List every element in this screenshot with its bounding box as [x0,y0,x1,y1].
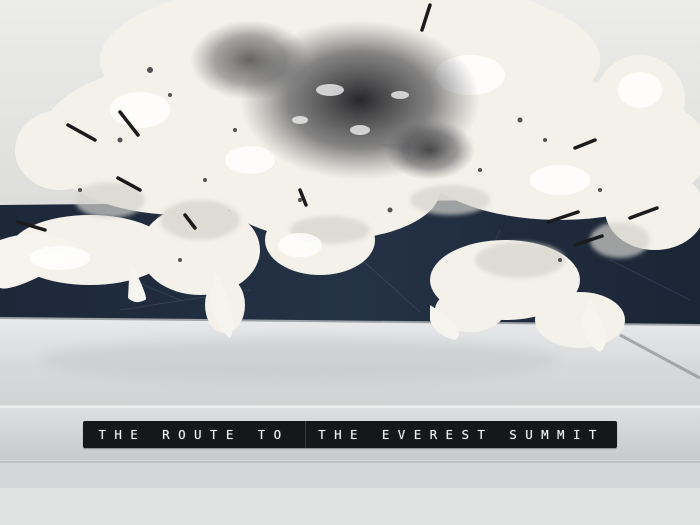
soot-right [385,120,475,180]
embossed-label-tape [83,421,617,448]
floor-reflection [0,488,700,525]
label-text-part-one: THE ROUTE TO [83,421,306,448]
soot-left [190,20,310,100]
sculpture-reflection [40,338,560,382]
label-text-part-two: THE EVEREST SUMMIT [318,427,605,442]
